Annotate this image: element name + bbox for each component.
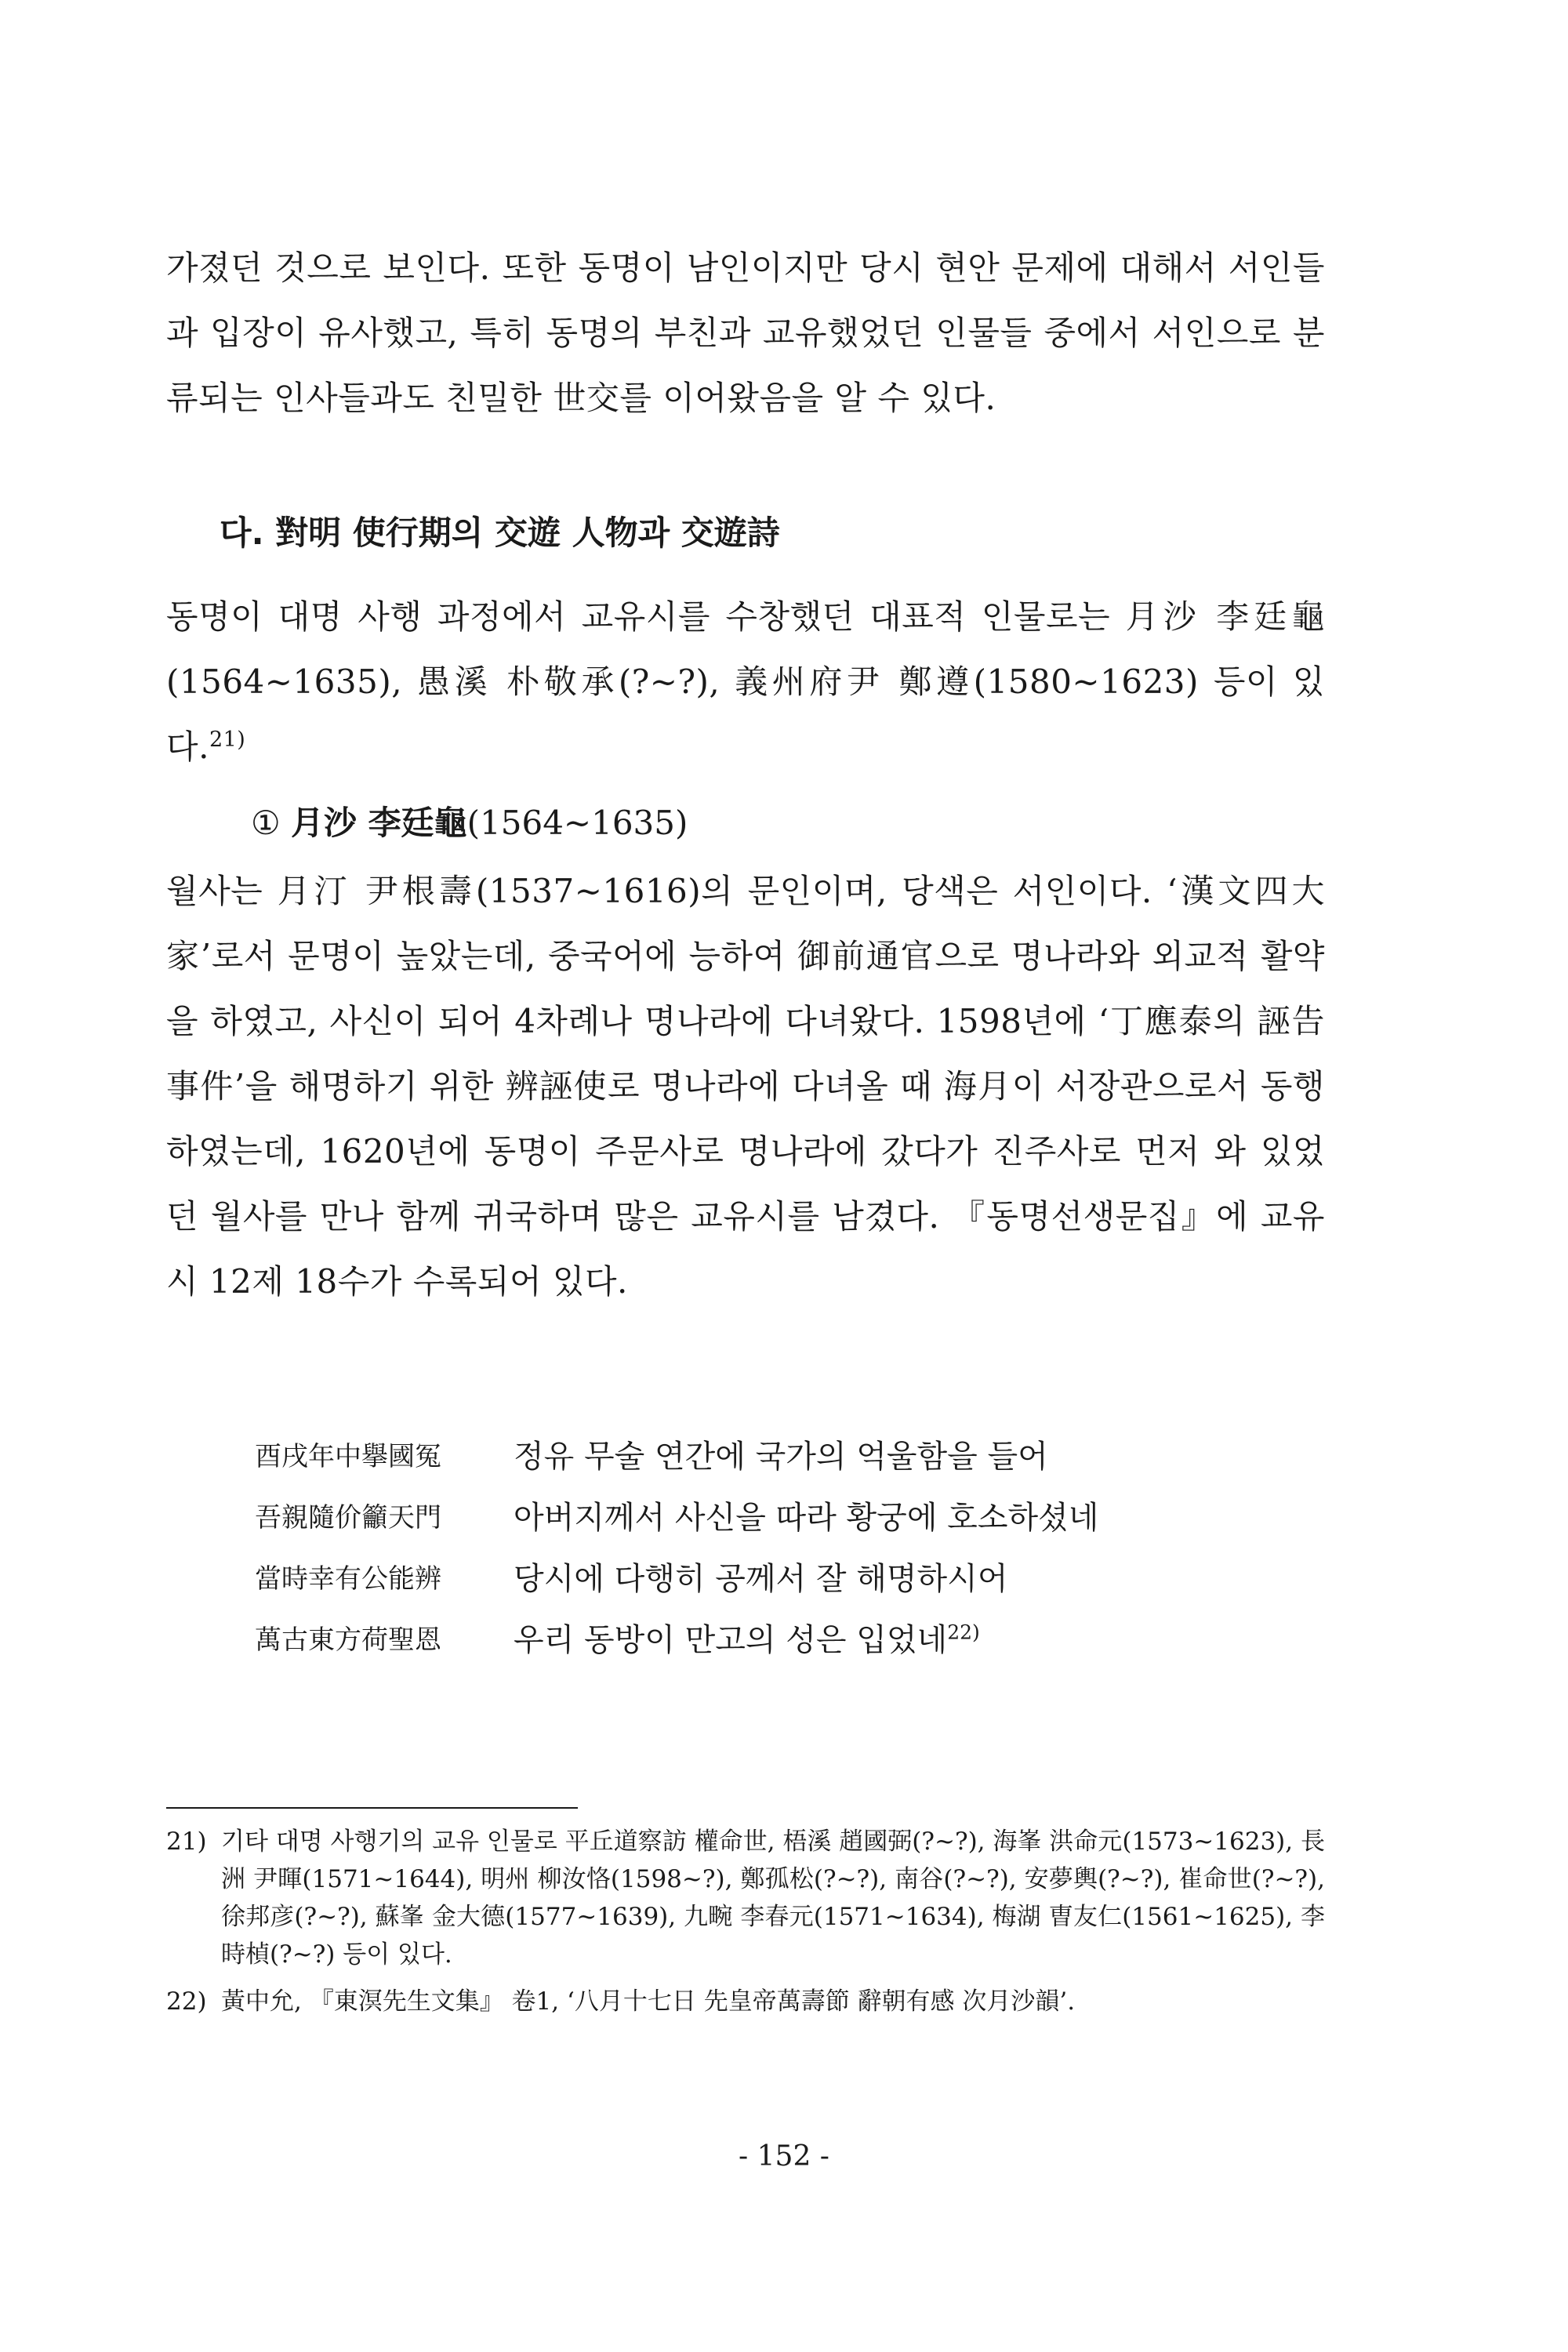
person-heading <box>251 800 688 847</box>
poem-line <box>255 1545 1274 1606</box>
footnote-21 <box>166 1823 1325 1973</box>
poem-line <box>255 1484 1274 1545</box>
section-paragraph <box>166 584 1325 779</box>
section-text: 동명이 대명 사행 과정에서 교유시를 수창했던 대표적 인물로는 月沙 李廷龜(1564~1635), 愚溪 朴敬承(?~?), 義州府尹 鄭遵(1580~1623) 등이 있다. <box>166 597 1325 766</box>
page-number: - 152 - <box>739 2140 829 2172</box>
footnote-number: 22) <box>166 1987 207 2016</box>
poem-line <box>255 1423 1274 1484</box>
poem-line-kor: 정유 무술 연간에 국가의 억울함을 들어 <box>514 1438 1048 1475</box>
poem-line-kor: 아버지께서 사신을 따라 황궁에 호소하셨네 <box>514 1499 1099 1536</box>
poem-line-han: 萬古東方荷聖恩 <box>255 1624 441 1656</box>
section-heading: 다. 對明 使行期의 交遊 人物과 交遊詩 <box>220 514 780 552</box>
footnote-number: 21) <box>166 1828 207 1856</box>
person-dates: (1564~1635) <box>466 804 688 842</box>
poem-line-kor: 우리 동방이 만고의 성은 입었네$^{22)}$ <box>514 1621 980 1658</box>
footnote-text: 기타 대명 사행기의 교유 인물로 平丘道察訪 權命世, 梧溪 趙國弼(?~?), 海峯 洪命元(1573~1623), 長洲 尹暉(1571~1644), 明州 柳汝恪(1598~?), 鄭孤松(?~?), 南谷(?~?), 安夢輿(?~?), 崔命世(?~?), 徐邦彦(?~?), 蘇峯 金大德(1577~1639), 九畹 李春元(1571~1634), 梅湖 曺友仁(1561~1625), 李時楨(?~?) 등이 있다. <box>221 1828 1325 1969</box>
footnotes <box>166 1823 1325 2030</box>
intro-paragraph <box>166 235 1325 430</box>
poem-line-han: 當時幸有公能辨 <box>255 1563 441 1595</box>
poem-line-han: 酉戌年中擧國冤 <box>255 1440 441 1472</box>
footnote-22 <box>166 1983 1325 2020</box>
poem-line-han: 吾親隨价籲天門 <box>255 1501 441 1534</box>
poem-line-kor: 당시에 다행히 공께서 잘 해명하시어 <box>514 1560 1008 1597</box>
footnote-divider <box>166 1807 578 1809</box>
person-name: 月沙 李廷龜 <box>291 804 467 842</box>
footnote-ref-21[interactable]: 21) <box>209 728 246 752</box>
poem <box>255 1423 1274 1668</box>
person-paragraph <box>166 858 1325 1314</box>
person-text: 월사는 月汀 尹根壽(1537~1616)의 문인이며, 당색은 서인이다. ‘漢文四大家’로서 문명이 높았는데, 중국어에 능하여 御前通官으로 명나라와 외교적 활약을 하였고, 사신이 되어 4차례나 명나라에 다녀왔다. 1598년에 ‘丁應泰의 誣告事件’을 해명하기 위한 辨誣使로 명나라에 다녀올 때 海月이 서장관으로서 동행하였는데, 1620년에 동명이 주문사로 명나라에 갔다가 진주사로 먼저 와 있었던 월사를 만나 함께 귀국하며 많은 교유시를 남겼다. 『동명선생문집』에 교유시 12제 18수가 수록되어 있다. <box>166 872 1325 1301</box>
footnote-text: 黃中允, 『東溟先生文集』 卷1, ‘八月十七日 先皇帝萬壽節 辭朝有感 次月沙韻’. <box>221 1987 1076 2016</box>
footnote-ref-22[interactable]: 22) <box>947 1621 980 1644</box>
intro-text: 가졌던 것으로 보인다. 또한 동명이 남인이지만 당시 현안 문제에 대해서 서인들과 입장이 유사했고, 특히 동명의 부친과 교유했었던 인물들 중에서 서인으로 분류되는 인사들과도 친밀한 世交를 이어왔음을 알 수 있다. <box>166 249 1325 417</box>
poem-line <box>255 1606 1274 1668</box>
person-marker: ① <box>251 804 281 842</box>
